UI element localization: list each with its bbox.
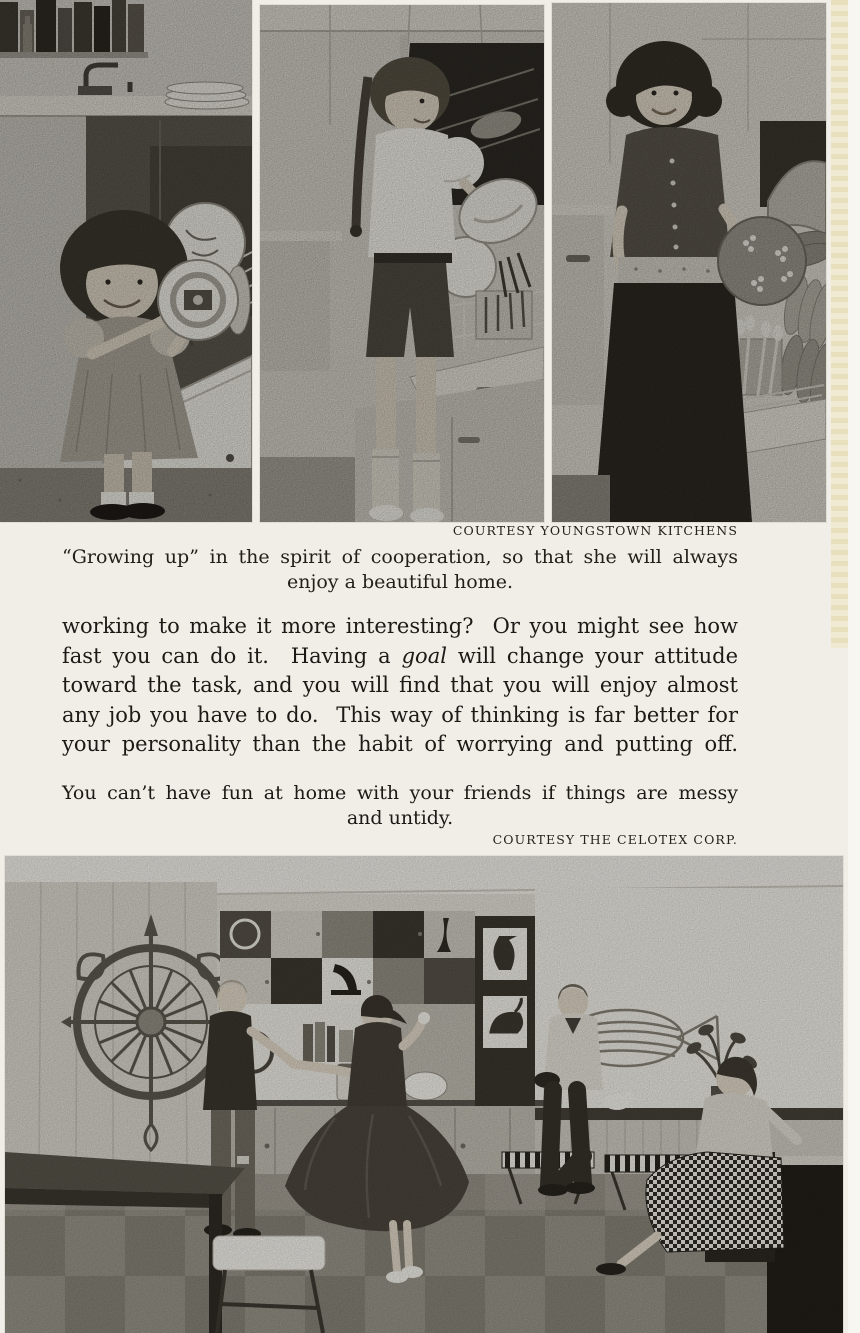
body-line-3: toward the task, and you will find that you will enjoy almost [62, 673, 738, 697]
body-line-1: working to make it more interesting? Or you might see how [62, 614, 738, 638]
para2-line-1: You can’t have fun at home with your friends if things are messy [62, 782, 738, 804]
body-line-2: fast you can do it. Having a goal will change your attitude [62, 643, 738, 668]
photo-caption [62, 545, 738, 595]
caption-line-1: “Growing up” in the spirit of cooperation, so that she will always [62, 546, 738, 568]
body-paragraph [62, 612, 738, 760]
photo-teen-dishwasher [552, 3, 826, 522]
photo1-scene [0, 0, 252, 522]
page-edge-white [848, 0, 860, 1333]
body-line-4: any job you have to do. This way of thinking is far better for [62, 702, 738, 727]
photo-recroom-dance [5, 856, 843, 1333]
second-paragraph [62, 781, 738, 830]
page-edge-strip [831, 0, 848, 648]
para2-line-2: and untidy. [346, 806, 454, 829]
photo-toddler-dishwasher [0, 0, 252, 522]
credit-youngstown: COURTESY YOUNGSTOWN KITCHENS [452, 523, 738, 538]
italic-goal: goal [401, 643, 447, 668]
credit-celotex: COURTESY THE CELOTEX CORP. [492, 832, 738, 847]
caption-line-2: enjoy a beautiful home. [287, 571, 513, 593]
photo2-scene [260, 5, 544, 522]
body-line-5: your personality than the habit of worrying and putting off. [62, 732, 738, 756]
photo4-scene [5, 856, 843, 1333]
photo-girl-braids-dishwasher [260, 5, 544, 522]
photo3-scene [552, 3, 826, 522]
